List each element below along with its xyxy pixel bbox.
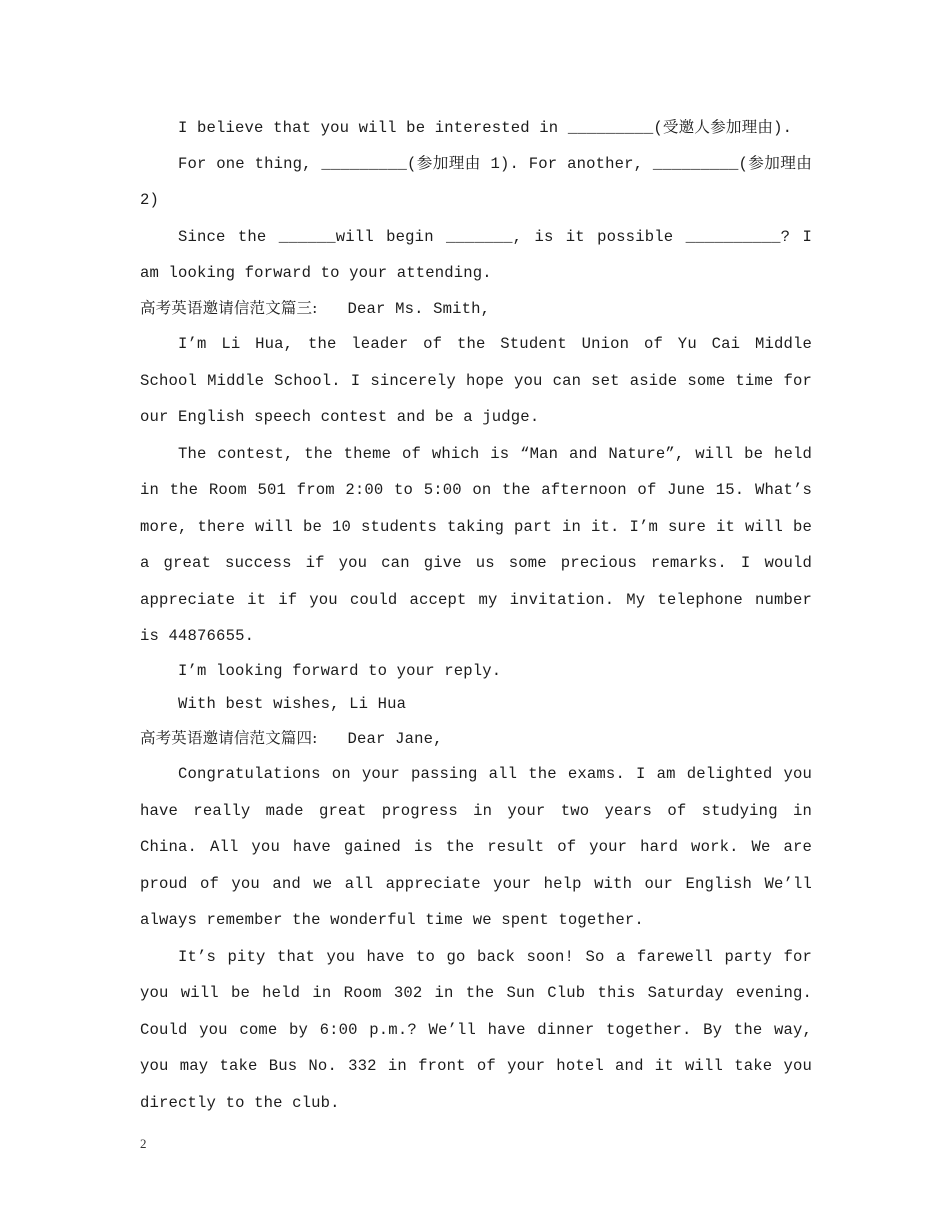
sample3-closing: With best wishes, Li Hua: [178, 695, 407, 713]
sample3-heading: 高考英语邀请信范文篇三:: [140, 298, 318, 317]
template-line-2: For one thing, _________(参加理由 1). For another, _________(参加理由 2): [140, 154, 812, 209]
sample3-heading-line: [140, 292, 812, 327]
page-number: 2: [140, 1136, 147, 1151]
sample4-heading: 高考英语邀请信范文篇四:: [140, 728, 318, 747]
template-line-1: I believe that you will be interested in _________(受邀人参加理由).: [178, 119, 793, 137]
template-line-3: Since the ______will begin _______, is it possible __________? I am looking forward to your attending.: [140, 227, 812, 282]
sample4-paragraph-2: It’s pity that you have to go back soon! So a farewell party for you will be held in Room 302 in the Sun Club this Saturday evening. Could you come by 6:00 p.m.? We’ll have dinner together. By the way, you may take Bus No. 332 in front of your hotel and it will take you directly to the club.: [140, 947, 812, 1112]
document-body: [140, 112, 812, 1121]
sample3-paragraph-3: I’m looking forward to your reply.: [178, 661, 502, 680]
sample3-salutation: Dear Ms. Smith,: [347, 299, 491, 318]
sample3-paragraph-1: I’m Li Hua, the leader of the Student Union of Yu Cai Middle School Middle School. I sincerely hope you can set aside some time for our English speech contest and be a judge.: [140, 335, 812, 426]
sample3-paragraph-2: The contest, the theme of which is “Man and Nature”, will be held in the Room 501 from 2:00 to 5:00 on the afternoon of June 15. What’s more, there will be 10 students taking part in it. I’m sure it will be a great success if you can give us some precious remarks. I would appreciate it if you could accept my invitation. My telephone number is 44876655.: [140, 444, 812, 645]
sample4-salutation: Dear Jane,: [347, 729, 443, 748]
sample4-paragraph-1: Congratulations on your passing all the exams. I am delighted you have really made great progress in your two years of studying in China. All you have gained is the result of your hard work. We are proud of you and we all appreciate your help with our English We’ll always remember the wonderful time we spent together.: [140, 765, 812, 929]
sample4-heading-line: [140, 722, 812, 757]
